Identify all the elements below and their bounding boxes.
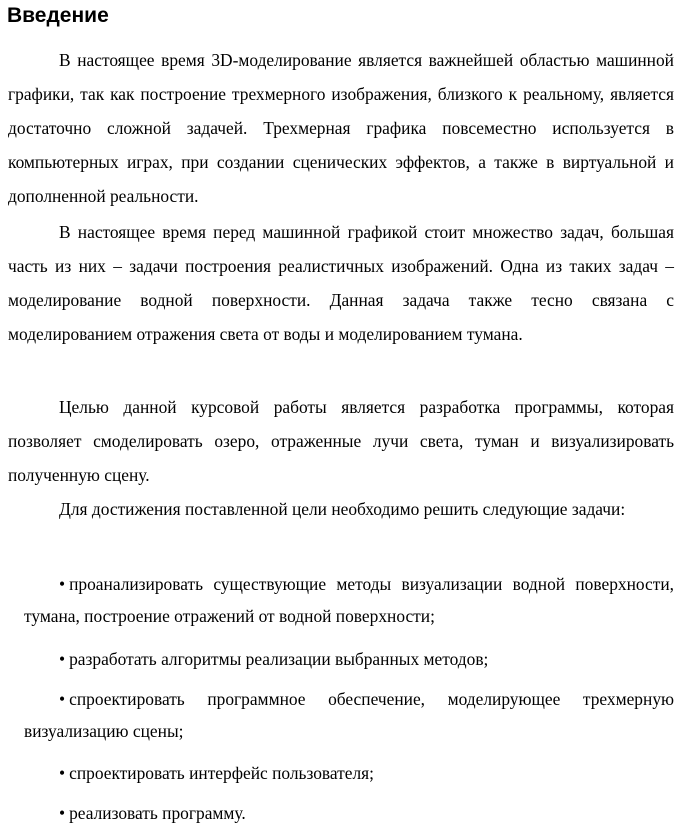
task-list-item [24, 757, 674, 789]
bullet-marker: • [59, 689, 66, 709]
intro-paragraph-2: В настоящее время перед машинной графикой стоит множество задач, большая часть из них – задачи построения реалистичных изображений. Одна из таких задач – моделирование водной поверхности. Данная задача также тесно связана с моделированием отражения света от воды и моделированием тумана. [8, 222, 674, 344]
bullet-marker: • [59, 803, 66, 823]
task-list-item [24, 797, 674, 829]
task-list-item [24, 643, 674, 675]
bullet-marker: • [59, 763, 66, 783]
task-text: проанализировать существующие методы визуализации водной поверхности, тумана, построение отражений от водной поверхности; [24, 574, 674, 626]
bullet-marker: • [59, 574, 66, 594]
tasks-intro-paragraph: Для достижения поставленной цели необходимо решить следующие задачи: [59, 499, 626, 519]
section-heading: Введение [7, 4, 109, 27]
task-list-item [24, 568, 674, 632]
task-text: спроектировать интерфейс пользователя; [69, 763, 374, 783]
goal-paragraph: Целью данной курсовой работы является разработка программы, которая позволяет смоделировать озеро, отраженные лучи света, туман и визуализировать полученную сцену. [8, 397, 674, 485]
task-list-item [24, 683, 674, 747]
intro-paragraph-1: В настоящее время 3D-моделирование является важнейшей областью машинной графики, так как построение трехмерного изображения, близкого к реальному, является достаточно сложной задачей. Трехмерная графика повсеместно используется в компьютерных играх, при создании сценических эффектов, а также в виртуальной и дополненной реальности. [8, 50, 674, 206]
task-text: реализовать программу. [69, 803, 246, 823]
task-text: разработать алгоритмы реализации выбранных методов; [69, 649, 489, 669]
bullet-marker: • [59, 649, 66, 669]
task-text: спроектировать программное обеспечение, моделирующее трехмерную визуализацию сцены; [24, 689, 674, 741]
